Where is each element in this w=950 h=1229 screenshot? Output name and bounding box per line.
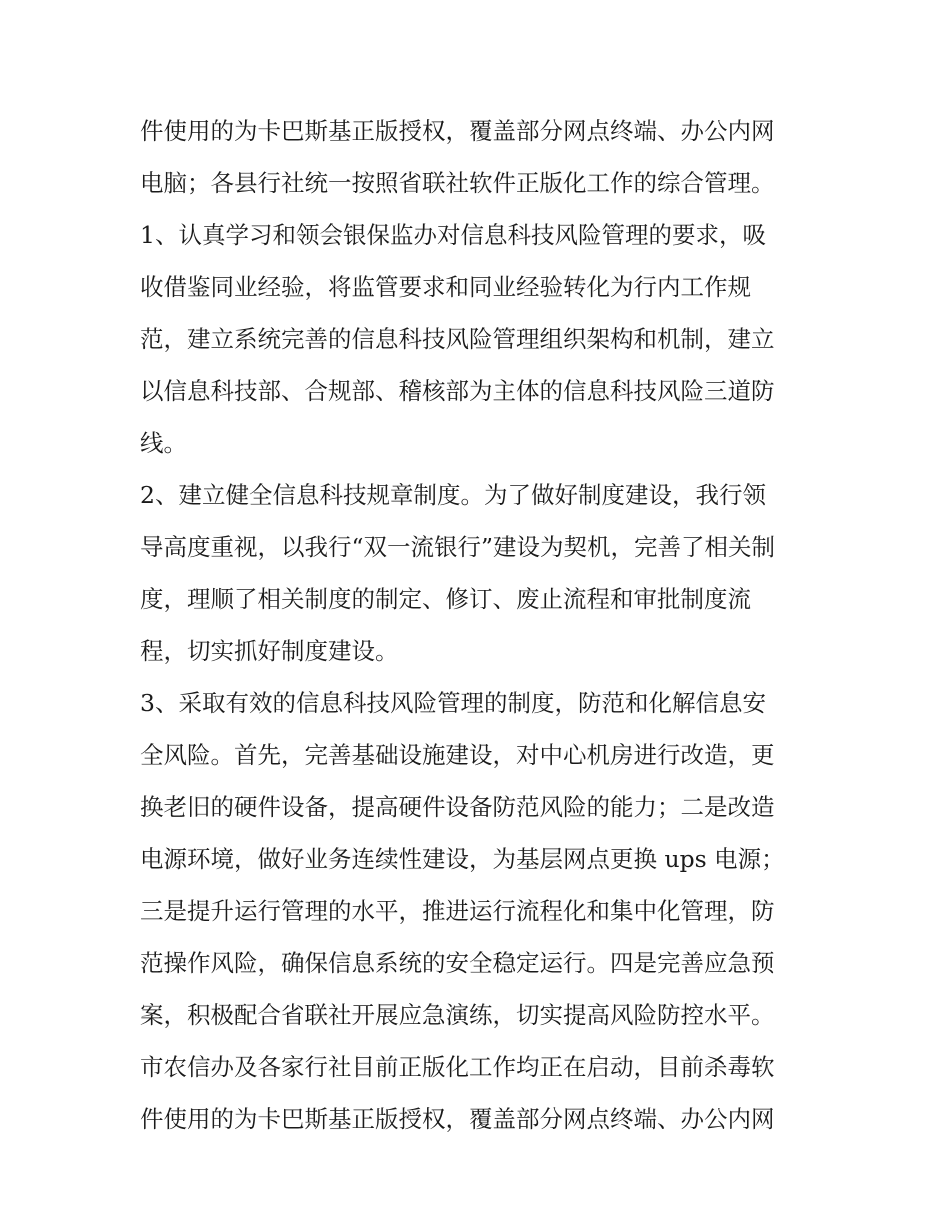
text-line: 度，理顺了相关制度的制定、修订、废止流程和审批制度流 — [140, 585, 751, 613]
text-line: 全风险。首先，完善基础设施建设，对中心机房进行改造，更 — [140, 741, 775, 769]
text-line: 线。 — [140, 429, 187, 457]
text-line: 件使用的为卡巴斯基正版授权，覆盖部分网点终端、办公内网 — [140, 1105, 775, 1133]
text-line: 案，积极配合省联社开展应急演练，切实提高风险防控水平。 — [140, 1001, 775, 1029]
text-line: 导高度重视，以我行“双一流银行”建设为契机，完善了相关制 — [140, 533, 776, 561]
text-line: 以信息科技部、合规部、稽核部为主体的信息科技风险三道防 — [140, 377, 775, 405]
text-line: 3、采取有效的信息科技风险管理的制度，防范和化解信息安 — [140, 689, 766, 717]
text-line: 收借鉴同业经验，将监管要求和同业经验转化为行内工作规 — [140, 273, 751, 301]
text-line: 市农信办及各家行社目前正版化工作均正在启动，目前杀毒软 — [140, 1053, 775, 1081]
text-line: 换老旧的硬件设备，提高硬件设备防范风险的能力；二是改造 — [140, 793, 775, 821]
text-line: 电脑；各县行社统一按照省联社软件正版化工作的综合管理。 — [140, 169, 775, 197]
text-line: 范，建立系统完善的信息科技风险管理组织架构和机制，建立 — [140, 325, 775, 353]
text-line: 范操作风险，确保信息系统的安全稳定运行。四是完善应急预 — [140, 949, 775, 977]
text-line: 程，切实抓好制度建设。 — [140, 637, 399, 665]
text-line: 电源环境，做好业务连续性建设，为基层网点更换 ups 电源； — [140, 845, 785, 873]
text-line: 三是提升运行管理的水平，推进运行流程化和集中化管理，防 — [140, 897, 775, 925]
text-line: 1、认真学习和领会银保监办对信息科技风险管理的要求，吸 — [140, 221, 766, 249]
text-line: 件使用的为卡巴斯基正版授权，覆盖部分网点终端、办公内网 — [140, 117, 775, 145]
text-line: 2、建立健全信息科技规章制度。为了做好制度建设，我行领 — [140, 481, 766, 509]
document-body — [140, 105, 820, 1145]
